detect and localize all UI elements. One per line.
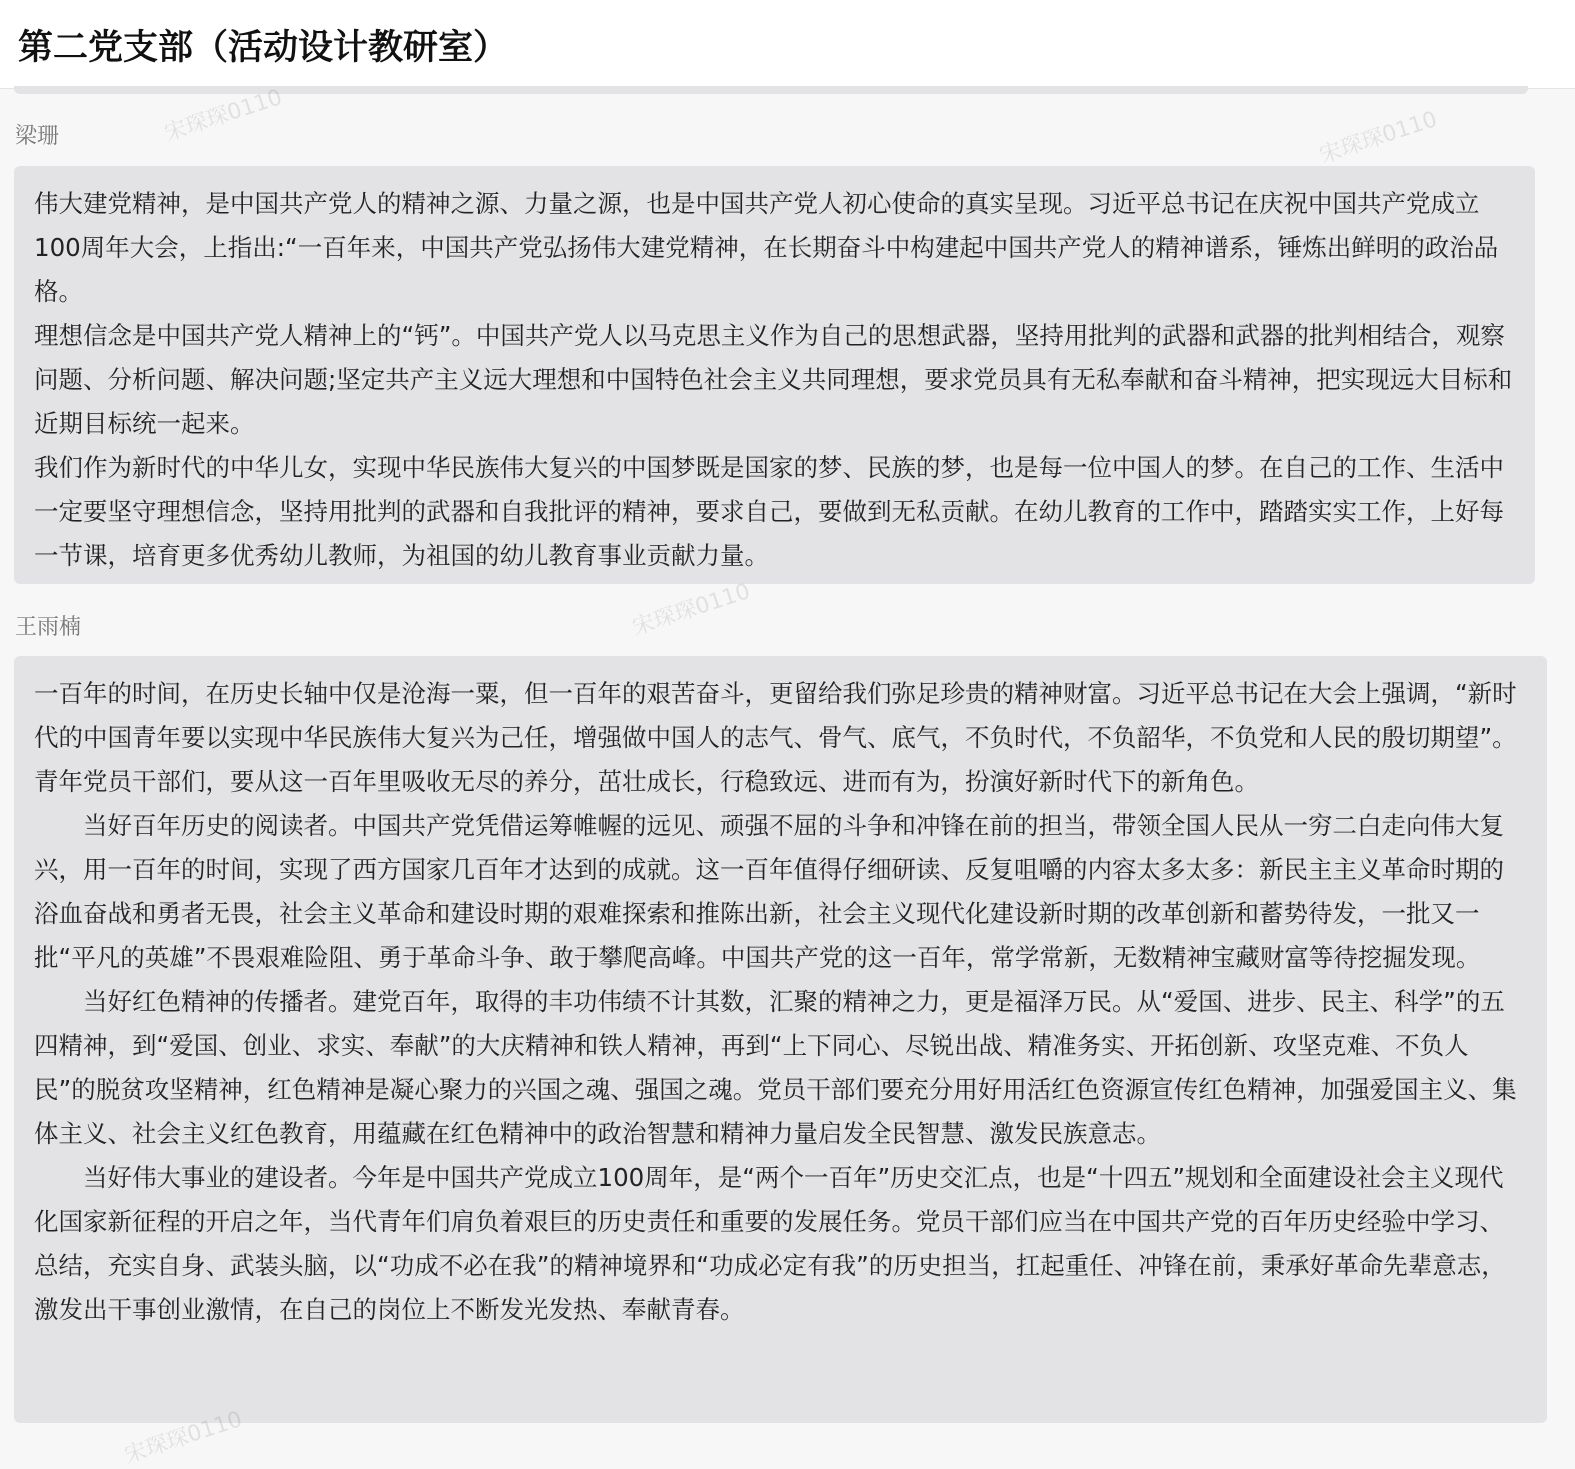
comment-paragraph: 理想信念是中国共产党人精神上的“钙”。中国共产党人以马克思主义作为自己的思想武器，坚持用批判的武器和武器的批判相结合，观察问题、分析问题、解决问题;坚定共产主义远大理想和中国特色社会主义共同理想，要求党员具有无私奉献和奋斗精神，把实现远大目标和近期目标统一起来。: [34, 321, 1513, 438]
watermark: 宋琛琛0110: [161, 85, 286, 147]
page-header: [0, 0, 1575, 89]
watermark: 宋琛琛0110: [121, 1407, 246, 1469]
page-title: 第二党支部（活动设计教研室）: [18, 28, 509, 68]
comment-paragraph: 当好百年历史的阅读者。中国共产党凭借运筹帷幄的远见、顽强不屈的斗争和冲锋在前的担当，带领全国人民从一穷二白走向伟大复兴，用一百年的时间，实现了西方国家几百年才达到的成就。这一百年值得仔细研读、反复咀嚼的内容太多太多：新民主主义革命时期的浴血奋战和勇者无畏，社会主义革命和建设时期的艰难探索和推陈出新，社会主义现代化建设新时期的改革创新和蓄势待发，一批又一批“平凡的英雄”不畏艰难险阻、勇于革命斗争、敢于攀爬高峰。中国共产党的这一百年，常学常新，无数精神宝藏财富等待挖掘发现。: [34, 811, 1504, 972]
comment-card: [14, 166, 1535, 584]
watermark: 宋琛琛0110: [629, 579, 754, 641]
watermark: 宋琛琛0110: [1316, 107, 1441, 169]
author-name: 梁珊: [15, 124, 60, 149]
comment-card: [14, 656, 1547, 1423]
previous-card-edge: [14, 86, 1528, 94]
comment-paragraph: 伟大建党精神，是中国共产党人的精神之源、力量之源，也是中国共产党人初心使命的真实呈现。习近平总书记在庆祝中国共产党成立100周年大会，上指出:“一百年来，中国共产党弘扬伟大建党精神，在长期奋斗中构建起中国共产党人的精神谱系，锤炼出鲜明的政治品格。: [34, 189, 1499, 306]
author-name: 王雨楠: [15, 615, 82, 640]
comment-paragraph: 我们作为新时代的中华儿女，实现中华民族伟大复兴的中国梦既是国家的梦、民族的梦，也是每一位中国人的梦。在自己的工作、生活中一定要坚守理想信念，坚持用批判的武器和自我批评的精神，要求自己，要做到无私贡献。在幼儿教育的工作中，踏踏实实工作，上好每一节课，培育更多优秀幼儿教师，为祖国的幼儿教育事业贡献力量。: [34, 453, 1504, 570]
comment-paragraph: 当好伟大事业的建设者。今年是中国共产党成立100周年，是“两个一百年”历史交汇点，也是“十四五”规划和全面建设社会主义现代化国家新征程的开启之年，当代青年们肩负着艰巨的历史责任和重要的发展任务。党员干部们应当在中国共产党的百年历史经验中学习、总结，充实自身、武装头脑，以“功成不必在我”的精神境界和“功成必定有我”的历史担当，扛起重任、冲锋在前，秉承好革命先辈意志，激发出干事创业激情，在自己的岗位上不断发光发热、奉献青春。: [34, 1163, 1506, 1324]
comment-paragraph: 当好红色精神的传播者。建党百年，取得的丰功伟绩不计其数，汇聚的精神之力，更是福泽万民。从“爱国、进步、民主、科学”的五四精神，到“爱国、创业、求实、奉献”的大庆精神和铁人精神，再到“上下同心、尽锐出战、精准务实、开拓创新、攻坚克难、不负人民”的脱贫攻坚精神，红色精神是凝心聚力的兴国之魂、强国之魂。党员干部们要充分用好用活红色资源宣传红色精神，加强爱国主义、集体主义、社会主义红色教育，用蕴藏在红色精神中的政治智慧和精神力量启发全民智慧、激发民族意志。: [34, 987, 1517, 1148]
comment-paragraph: 一百年的时间，在历史长轴中仅是沧海一粟，但一百年的艰苦奋斗，更留给我们弥足珍贵的精神财富。习近平总书记在大会上强调，“新时代的中国青年要以实现中华民族伟大复兴为己任，增强做中国人的志气、骨气、底气，不负时代，不负韶华，不负党和人民的殷切期望”。青年党员干部们，要从这一百年里吸收无尽的养分，茁壮成长，行稳致远、进而有为，扮演好新时代下的新角色。: [34, 679, 1517, 796]
